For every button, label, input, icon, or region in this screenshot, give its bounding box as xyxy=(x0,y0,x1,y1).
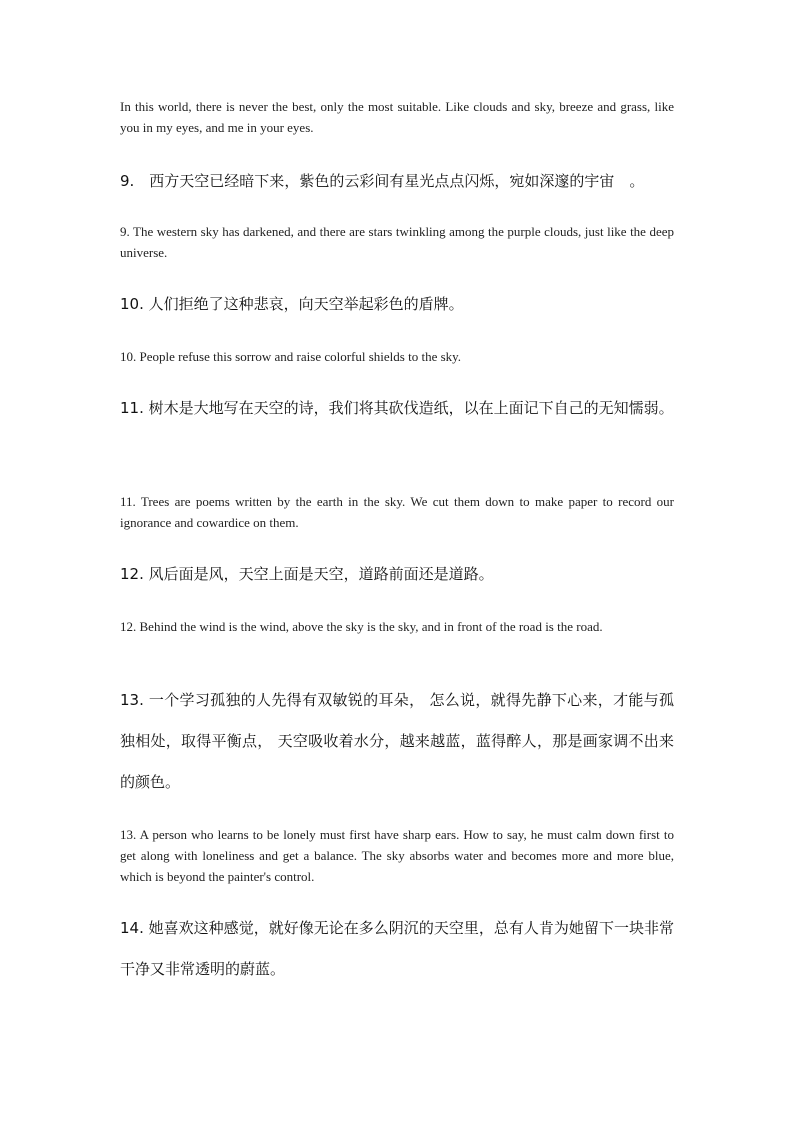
paragraph-en-11: 11. Trees are poems written by the earth in the sky. We cut them down to make paper to record our ignorance and cowardice on them. xyxy=(120,494,674,530)
paragraph-en-10: 10. People refuse this sorrow and raise colorful shields to the sky. xyxy=(120,349,462,364)
paragraph-zh-11: 11. 树木是大地写在天空的诗，我们将其砍伐造纸，以在上面记下自己的无知懦弱。 xyxy=(120,399,674,417)
paragraph-zh-9: 9. 西方天空已经暗下来，紫色的云彩间有星光点点闪烁，宛如深邃的宇宙 。 xyxy=(120,172,645,190)
paragraph-en-9: 9. The western sky has darkened, and there are stars twinkling among the purple clouds, just like the deep universe. xyxy=(120,224,674,260)
paragraph-en-12: 12. Behind the wind is the wind, above the sky is the sky, and in front of the road is the road. xyxy=(120,619,603,634)
paragraph-en-intro: In this world, there is never the best, only the most suitable. Like clouds and sky, breeze and grass, like you in my eyes, and me in your eyes. xyxy=(120,99,674,135)
paragraph-zh-14: 14. 她喜欢这种感觉，就好像无论在多么阴沉的天空里，总有人肯为她留下一块非常干净又非常透明的蔚蓝。 xyxy=(120,919,674,978)
paragraph-zh-12: 12. 风后面是风，天空上面是天空，道路前面还是道路。 xyxy=(120,565,494,583)
paragraph-zh-13: 13. 一个学习孤独的人先得有双敏锐的耳朵， 怎么说，就得先静下心来，才能与孤独相处，取得平衡点， 天空吸收着水分，越来越蓝，蓝得醉人，那是画家调不出来的颜色。 xyxy=(120,691,674,791)
paragraph-en-13: 13. A person who learns to be lonely must first have sharp ears. How to say, he must calm down first to get along with loneliness and get a balance. The sky absorbs water and becomes more and more blue, which is beyond the painter's control. xyxy=(120,827,674,884)
paragraph-zh-10: 10. 人们拒绝了这种悲哀，向天空举起彩色的盾牌。 xyxy=(120,295,464,313)
